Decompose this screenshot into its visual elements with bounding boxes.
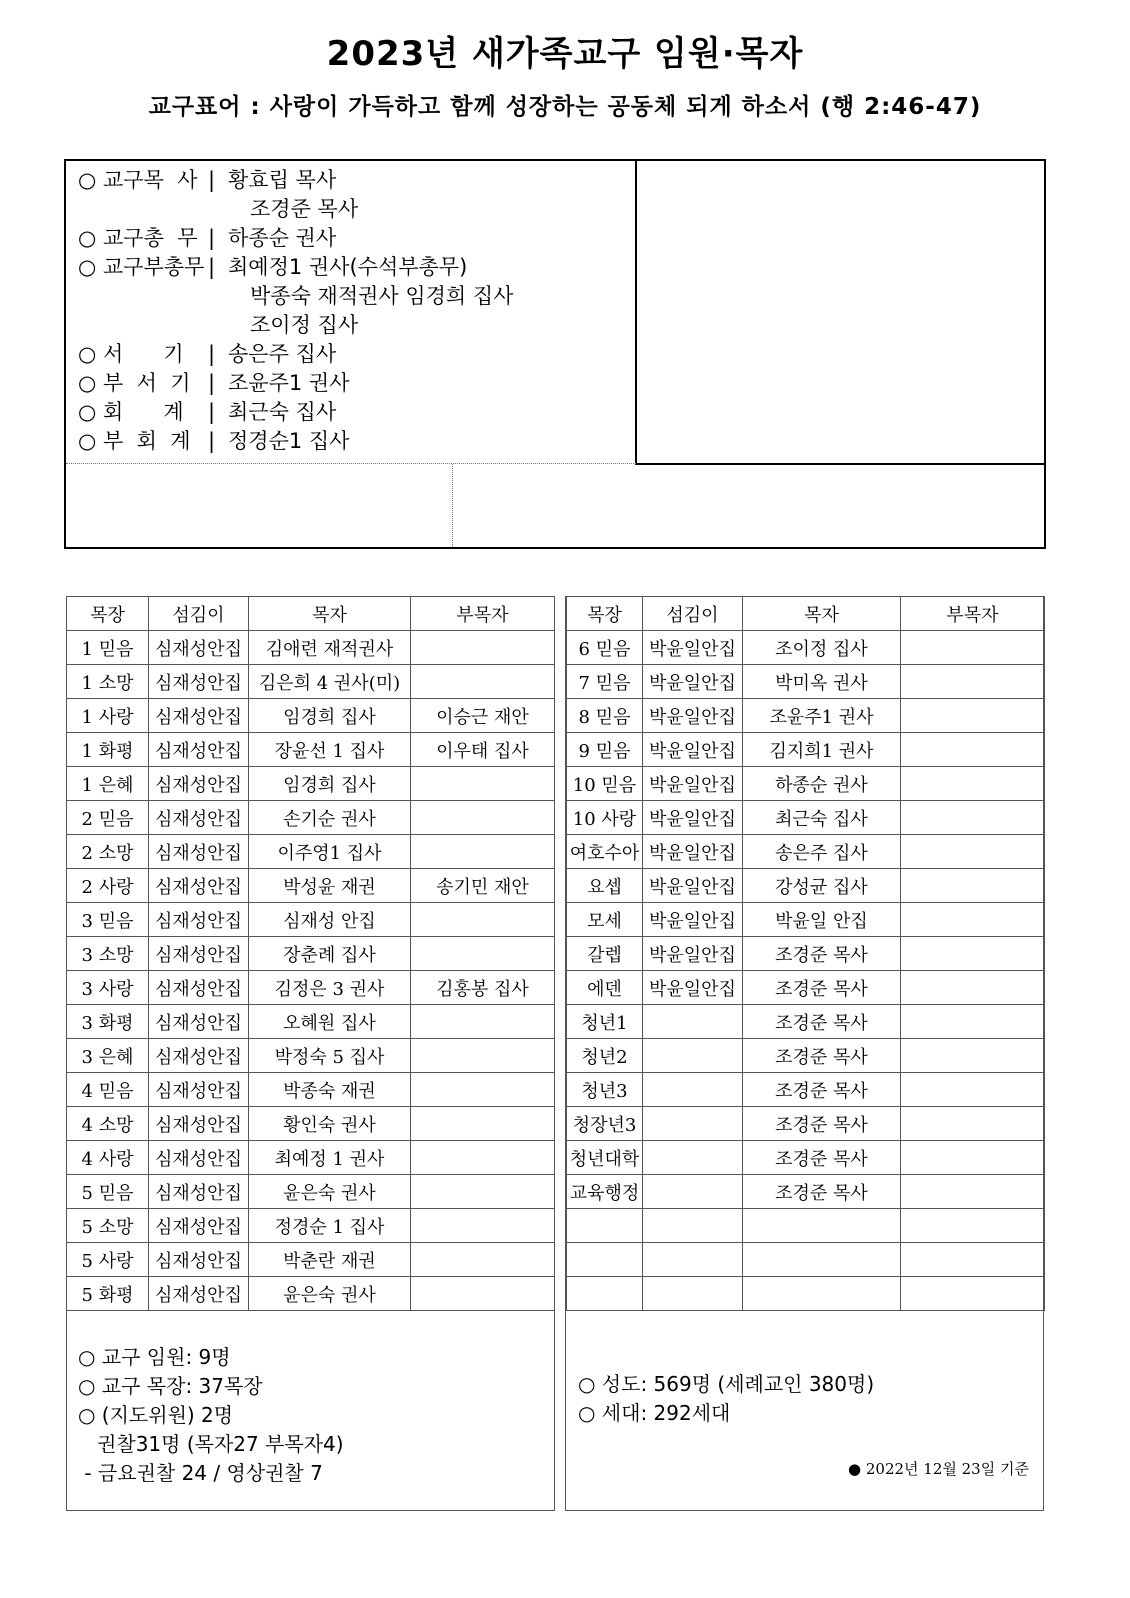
table-row (567, 1039, 1045, 1073)
table-cell: 김애련 재적권사 (249, 631, 411, 665)
table-cell: 8 믿음 (567, 699, 643, 733)
table-cell: 교육행정 (567, 1175, 643, 1209)
table-row (67, 1141, 555, 1175)
column-header: 섬김이 (149, 597, 249, 631)
table-cell: 심재성안집 (149, 699, 249, 733)
table-cell: 김홍봉 집사 (411, 971, 555, 1005)
table-cell: 심재성 안집 (249, 903, 411, 937)
officer-role: ○ 부 회 계 (78, 429, 191, 453)
summary-line: ○ 성도: 569명 (세례교인 380명) (578, 1372, 875, 1396)
table-cell: 송기민 재안 (411, 869, 555, 903)
table-cell: 7 믿음 (567, 665, 643, 699)
table-cell: 청년대학 (567, 1141, 643, 1175)
officer-name: 최근숙 집사 (228, 400, 337, 424)
table-cell (743, 1243, 901, 1277)
table-row (67, 1073, 555, 1107)
table-row (67, 1175, 555, 1209)
officer-name: 송은주 집사 (228, 342, 337, 366)
table-cell: 박윤일안집 (643, 971, 743, 1005)
table-row (67, 869, 555, 903)
table-cell: 김지희1 권사 (743, 733, 901, 767)
table-row (67, 835, 555, 869)
officer-name: 정경순1 집사 (228, 429, 350, 453)
table-cell (901, 1039, 1045, 1073)
table-cell: 심재성안집 (149, 767, 249, 801)
roster-header-row (567, 597, 1045, 631)
table-cell (411, 801, 555, 835)
table-cell: 박윤일안집 (643, 869, 743, 903)
summary-line: ○ 세대: 292세대 (578, 1401, 731, 1425)
parish-motto: 교구표어 : 사랑이 가득하고 함께 성장하는 공동체 되게 하소서 (행 2:46-47) (148, 94, 982, 120)
table-cell: 5 소망 (67, 1209, 149, 1243)
officer-divider: | (208, 429, 216, 453)
table-cell (411, 835, 555, 869)
table-cell: 심재성안집 (149, 1175, 249, 1209)
table-cell (901, 1209, 1045, 1243)
officer-divider: | (208, 168, 216, 192)
table-cell (901, 937, 1045, 971)
table-row (567, 1209, 1045, 1243)
table-cell (567, 1243, 643, 1277)
officer-row (78, 340, 336, 369)
table-cell: 박윤일안집 (643, 937, 743, 971)
table-cell: 심재성안집 (149, 631, 249, 665)
table-cell: 박정숙 5 집사 (249, 1039, 411, 1073)
table-cell: 5 믿음 (67, 1175, 149, 1209)
table-cell: 청년3 (567, 1073, 643, 1107)
table-cell: 여호수아 (567, 835, 643, 869)
table-row (67, 631, 555, 665)
table-cell (411, 937, 555, 971)
table-cell: 1 사랑 (67, 699, 149, 733)
table-row (567, 665, 1045, 699)
table-cell (411, 631, 555, 665)
table-cell (901, 733, 1045, 767)
column-header: 섬김이 (643, 597, 743, 631)
table-cell (567, 1277, 643, 1311)
table-cell: 갈렙 (567, 937, 643, 971)
table-cell (643, 1141, 743, 1175)
table-cell (743, 1209, 901, 1243)
table-cell (901, 665, 1045, 699)
table-cell: 정경순 1 집사 (249, 1209, 411, 1243)
table-cell (901, 835, 1045, 869)
table-row (567, 767, 1045, 801)
officer-role: ○ 서 기 (78, 342, 184, 366)
table-cell: 심재성안집 (149, 1005, 249, 1039)
officer-divider: | (208, 342, 216, 366)
table-cell (901, 1277, 1045, 1311)
table-cell (643, 1005, 743, 1039)
table-cell (643, 1107, 743, 1141)
table-cell: 2 사랑 (67, 869, 149, 903)
table-cell (643, 1277, 743, 1311)
table-cell (411, 903, 555, 937)
table-cell: 심재성안집 (149, 1039, 249, 1073)
table-cell: 오혜원 집사 (249, 1005, 411, 1039)
table-cell (411, 1175, 555, 1209)
summary-line: ○ 교구 목장: 37목장 (78, 1374, 263, 1398)
table-cell (643, 1175, 743, 1209)
table-cell: 박윤일안집 (643, 835, 743, 869)
table-cell: 윤은숙 권사 (249, 1277, 411, 1311)
table-row (67, 1005, 555, 1039)
table-row (567, 733, 1045, 767)
table-cell: 에덴 (567, 971, 643, 1005)
table-cell (901, 1073, 1045, 1107)
table-row (67, 1243, 555, 1277)
table-cell (567, 1209, 643, 1243)
table-cell: 2 믿음 (67, 801, 149, 835)
officer-name: 황효립 목사 (228, 168, 337, 192)
table-cell: 최예정 1 권사 (249, 1141, 411, 1175)
table-row (67, 767, 555, 801)
table-cell: 6 믿음 (567, 631, 643, 665)
table-row (567, 1243, 1045, 1277)
table-cell: 1 소망 (67, 665, 149, 699)
table-cell: 박윤일안집 (643, 767, 743, 801)
table-cell: 이우태 집사 (411, 733, 555, 767)
officer-name: 최예정1 권사(수석부총무) (228, 255, 468, 279)
table-cell (411, 1073, 555, 1107)
table-cell: 박윤일안집 (643, 903, 743, 937)
table-cell: 심재성안집 (149, 665, 249, 699)
summary-line: ○ 교구 임원: 9명 (78, 1345, 231, 1369)
table-cell: 심재성안집 (149, 903, 249, 937)
table-cell: 조경준 목사 (743, 971, 901, 1005)
table-cell: 심재성안집 (149, 733, 249, 767)
officer-divider: | (208, 400, 216, 424)
table-cell: 3 은혜 (67, 1039, 149, 1073)
table-cell: 3 소망 (67, 937, 149, 971)
table-cell: 심재성안집 (149, 1141, 249, 1175)
table-cell (901, 903, 1045, 937)
table-cell: 조경준 목사 (743, 1039, 901, 1073)
table-cell: 1 믿음 (67, 631, 149, 665)
table-cell: 박성윤 재권 (249, 869, 411, 903)
table-cell: 요셉 (567, 869, 643, 903)
table-cell (643, 1243, 743, 1277)
table-cell: 3 믿음 (67, 903, 149, 937)
table-cell: 황인숙 권사 (249, 1107, 411, 1141)
roster-header-row (67, 597, 555, 631)
officer-name: 하종순 권사 (228, 226, 337, 250)
table-cell: 심재성안집 (149, 1107, 249, 1141)
table-cell (411, 767, 555, 801)
table-cell: 4 소망 (67, 1107, 149, 1141)
table-cell (743, 1277, 901, 1311)
table-cell: 9 믿음 (567, 733, 643, 767)
officer-row (78, 427, 349, 456)
table-row (67, 1039, 555, 1073)
table-cell: 5 화평 (67, 1277, 149, 1311)
table-cell: 박종숙 재권 (249, 1073, 411, 1107)
officer-role: ○ 교구총 무 (78, 226, 198, 250)
officer-row (78, 166, 336, 195)
table-cell: 박춘란 재권 (249, 1243, 411, 1277)
table-cell: 박윤일안집 (643, 631, 743, 665)
table-cell (901, 869, 1045, 903)
table-cell: 심재성안집 (149, 1209, 249, 1243)
column-header: 목자 (249, 597, 411, 631)
summary-line: ○ (지도위원) 2명 (78, 1403, 234, 1427)
table-row (567, 937, 1045, 971)
table-cell: 조경준 목사 (743, 1141, 901, 1175)
table-cell: 심재성안집 (149, 1243, 249, 1277)
officer-divider: | (208, 371, 216, 395)
table-cell: 강성균 집사 (743, 869, 901, 903)
column-header: 목장 (67, 597, 149, 631)
table-cell (643, 1209, 743, 1243)
table-cell: 청장년3 (567, 1107, 643, 1141)
table-cell: 4 사랑 (67, 1141, 149, 1175)
table-cell (901, 1005, 1045, 1039)
table-cell: 이주영1 집사 (249, 835, 411, 869)
officer-row (78, 224, 336, 253)
table-cell: 5 사랑 (67, 1243, 149, 1277)
table-cell: 1 은혜 (67, 767, 149, 801)
table-cell (411, 1039, 555, 1073)
table-cell: 조경준 목사 (743, 937, 901, 971)
table-row (567, 835, 1045, 869)
table-cell: 하종순 권사 (743, 767, 901, 801)
officer-row (78, 369, 349, 398)
as-of-date: ● 2022년 12월 23일 기준 (848, 1460, 1029, 1478)
table-cell: 임경희 집사 (249, 767, 411, 801)
table-cell: 심재성안집 (149, 835, 249, 869)
table-cell: 청년2 (567, 1039, 643, 1073)
officer-role: ○ 교구목 사 (78, 168, 198, 192)
table-row (567, 869, 1045, 903)
table-row (67, 937, 555, 971)
table-cell: 조경준 목사 (743, 1073, 901, 1107)
table-row (67, 903, 555, 937)
table-cell: 장춘례 집사 (249, 937, 411, 971)
table-cell: 박미옥 권사 (743, 665, 901, 699)
table-cell: 박윤일안집 (643, 801, 743, 835)
table-cell (643, 1039, 743, 1073)
officer-role: ○ 교구부총무 (78, 255, 205, 279)
officer-name: 조경준 목사 (250, 197, 359, 221)
table-row (67, 665, 555, 699)
table-cell: 모세 (567, 903, 643, 937)
table-cell: 심재성안집 (149, 971, 249, 1005)
table-row (567, 1175, 1045, 1209)
officer-name: 조이정 집사 (250, 313, 359, 337)
table-cell (901, 1107, 1045, 1141)
table-row (567, 1277, 1045, 1311)
table-cell: 조경준 목사 (743, 1107, 901, 1141)
column-header: 부목자 (411, 597, 555, 631)
table-cell (901, 631, 1045, 665)
table-cell: 1 화평 (67, 733, 149, 767)
summary-line: - 금요권찰 24 / 영상권찰 7 (78, 1461, 323, 1485)
table-row (67, 1277, 555, 1311)
table-cell: 심재성안집 (149, 801, 249, 835)
roster-table-right (566, 596, 1045, 1311)
table-cell: 심재성안집 (149, 1073, 249, 1107)
column-header: 부목자 (901, 597, 1045, 631)
table-cell: 박윤일안집 (643, 699, 743, 733)
officer-row (78, 253, 467, 282)
table-cell: 최근숙 집사 (743, 801, 901, 835)
table-cell: 임경희 집사 (249, 699, 411, 733)
table-cell: 김정은 3 권사 (249, 971, 411, 1005)
table-cell: 손기순 권사 (249, 801, 411, 835)
table-row (567, 801, 1045, 835)
table-cell (411, 1243, 555, 1277)
table-cell: 김은희 4 권사(미) (249, 665, 411, 699)
table-cell: 10 믿음 (567, 767, 643, 801)
roster-table-left (66, 596, 555, 1311)
table-cell: 조이정 집사 (743, 631, 901, 665)
table-cell (411, 1209, 555, 1243)
table-row (67, 971, 555, 1005)
dotted-divider-vertical (452, 464, 453, 547)
table-cell (411, 1107, 555, 1141)
officer-divider: | (208, 226, 216, 250)
officer-divider: | (208, 255, 216, 279)
table-cell: 조경준 목사 (743, 1175, 901, 1209)
table-cell: 심재성안집 (149, 937, 249, 971)
table-cell: 심재성안집 (149, 869, 249, 903)
table-cell: 이승근 재안 (411, 699, 555, 733)
table-cell: 박윤일안집 (643, 733, 743, 767)
table-row (567, 631, 1045, 665)
table-row (67, 1209, 555, 1243)
table-row (567, 1107, 1045, 1141)
table-row (567, 971, 1045, 1005)
table-cell (901, 1175, 1045, 1209)
table-cell: 박윤일 안집 (743, 903, 901, 937)
table-cell (901, 1141, 1045, 1175)
table-cell (901, 699, 1045, 733)
officer-row (78, 398, 336, 427)
table-row (567, 699, 1045, 733)
page-title: 2023년 새가족교구 임원·목자 (326, 34, 804, 74)
table-cell: 송은주 집사 (743, 835, 901, 869)
roster-center-gap (554, 596, 566, 1511)
table-cell: 장윤선 1 집사 (249, 733, 411, 767)
table-cell (901, 801, 1045, 835)
table-cell: 3 사랑 (67, 971, 149, 1005)
table-cell (411, 665, 555, 699)
table-cell (901, 1243, 1045, 1277)
table-cell: 2 소망 (67, 835, 149, 869)
table-cell: 조경준 목사 (743, 1005, 901, 1039)
table-cell (411, 1277, 555, 1311)
column-header: 목장 (567, 597, 643, 631)
table-row (67, 1107, 555, 1141)
table-row (567, 1141, 1045, 1175)
table-cell: 조윤주1 권사 (743, 699, 901, 733)
table-row (67, 733, 555, 767)
dotted-divider (66, 463, 636, 464)
officer-name: 조윤주1 권사 (228, 371, 350, 395)
table-cell: 10 사랑 (567, 801, 643, 835)
officer-role: ○ 회 계 (78, 400, 184, 424)
table-cell: 청년1 (567, 1005, 643, 1039)
column-header: 목자 (743, 597, 901, 631)
table-cell (901, 767, 1045, 801)
table-cell (411, 1005, 555, 1039)
table-cell: 4 믿음 (67, 1073, 149, 1107)
table-row (567, 1073, 1045, 1107)
photo-placeholder (635, 159, 1046, 465)
table-row (67, 801, 555, 835)
table-cell: 심재성안집 (149, 1277, 249, 1311)
table-cell (643, 1073, 743, 1107)
table-row (67, 699, 555, 733)
table-cell (901, 971, 1045, 1005)
officer-role: ○ 부 서 기 (78, 371, 191, 395)
table-cell: 윤은숙 권사 (249, 1175, 411, 1209)
table-cell: 3 화평 (67, 1005, 149, 1039)
officer-name: 박종숙 재적권사 임경희 집사 (250, 284, 514, 308)
table-cell: 박윤일안집 (643, 665, 743, 699)
table-cell (411, 1141, 555, 1175)
table-row (567, 903, 1045, 937)
summary-line: 권찰31명 (목자27 부목자4) (78, 1432, 344, 1456)
table-row (567, 1005, 1045, 1039)
